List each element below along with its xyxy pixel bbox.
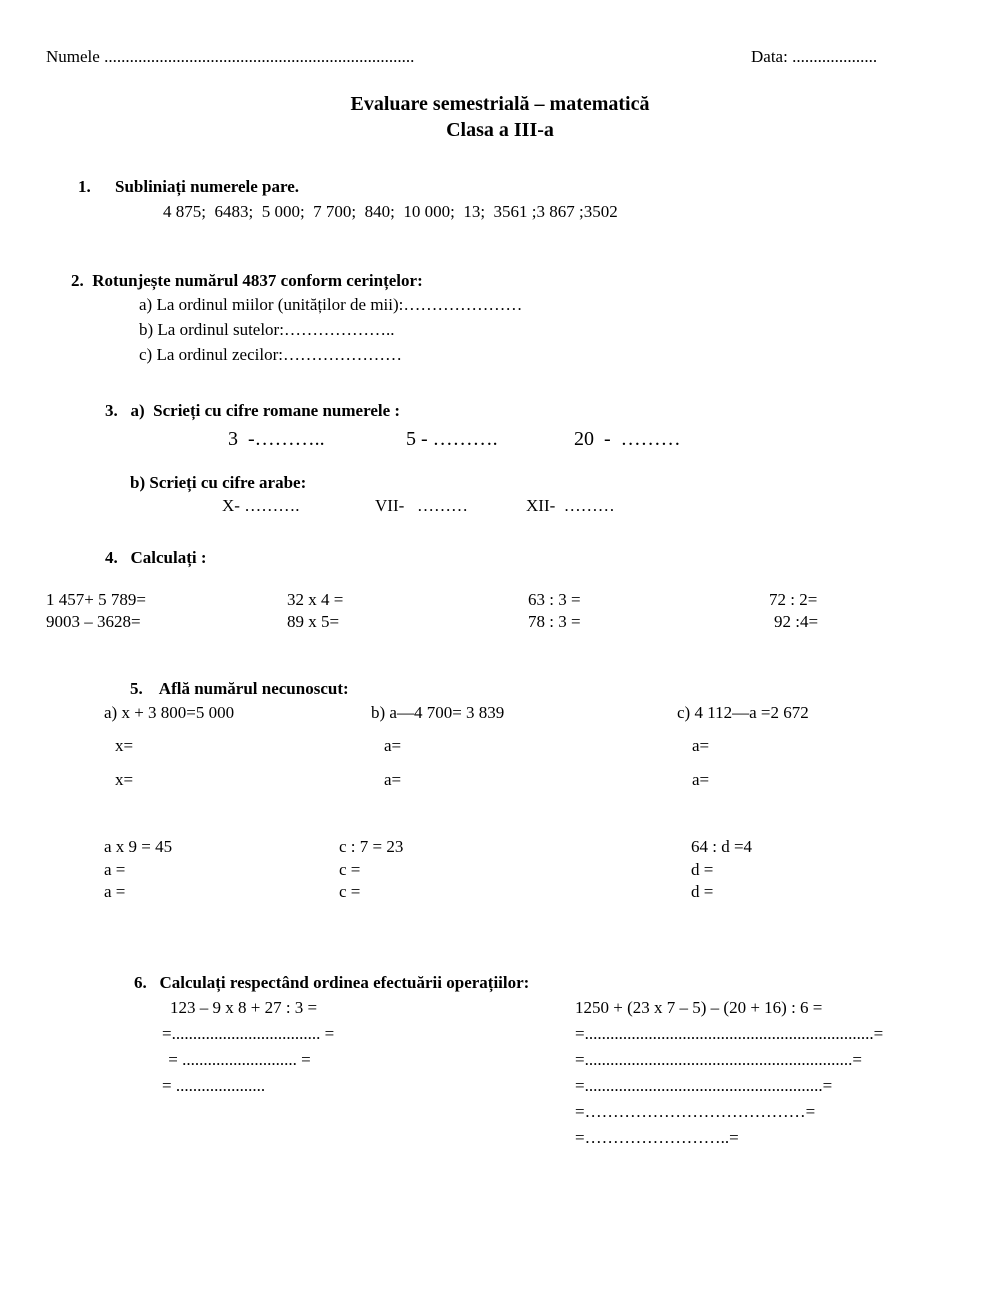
ex3-arab-2: VII- ……… [375,496,469,515]
ex6-right-line-3: =...............................................................= [575,1050,862,1069]
ex6-prompt: 6. Calculați respectând ordinea efectuării operațiilor: [134,973,530,992]
page-title: Evaluare semestrială – matematică [350,93,650,115]
ex4-r2-c1: 9003 – 3628= [46,612,141,631]
ex3-roman-2: 5 - ………. [406,428,498,450]
ex3-roman-1: 3 -……….. [228,428,325,450]
ex5-d-answer-1: a = [104,860,126,879]
ex5-f-answer-2: d = [691,882,714,901]
ex5-d-answer-2: a = [104,882,126,901]
ex2-item-b: b) La ordinul sutelor:……………….. [139,320,395,339]
ex6-right-line-5: =…………………………………= [575,1102,816,1121]
name-field-label: Numele ......................................................................... [46,47,415,66]
ex5-eq-b: b) a—4 700= 3 839 [371,703,505,722]
ex2-prompt: 2. Rotunjește numărul 4837 conform cerințelor: [71,271,423,290]
ex5-prompt: 5. Află numărul necunoscut: [130,679,349,698]
ex4-r1-c3: 63 : 3 = [528,590,581,609]
ex5-f-answer-1: d = [691,860,714,879]
ex1-prompt: Subliniați numerele pare. [115,177,300,196]
ex6-right-line-6: =……………………..= [575,1128,739,1147]
ex5-eq-c: c) 4 112—a =2 672 [677,703,809,722]
ex5-eq-a: a) x + 3 800=5 000 [104,703,235,722]
page-subtitle: Clasa a III-a [446,119,554,141]
ex6-right-line-2: =....................................................................= [575,1024,884,1043]
ex2-item-c: c) La ordinul zecilor:………………… [139,345,402,364]
ex4-r2-c4: 92 :4= [774,612,819,631]
ex6-left-line-2: =................................... = [162,1024,335,1043]
ex6-right-line-4: =........................................................= [575,1076,833,1095]
ex4-prompt: 4. Calculați : [105,548,207,567]
ex5-eq-e: c : 7 = 23 [339,837,404,856]
ex5-eq-d: a x 9 = 45 [104,837,173,856]
ex3-arab-1: X- ………. [222,496,300,515]
ex4-r1-c2: 32 x 4 = [287,590,344,609]
ex5-eq-f: 64 : d =4 [691,837,753,856]
ex5-a-answer-2: x= [115,770,134,789]
ex4-r2-c3: 78 : 3 = [528,612,581,631]
ex5-c-answer-1: a= [692,736,710,755]
ex5-e-answer-2: c = [339,882,361,901]
ex6-right-line-1: 1250 + (23 x 7 – 5) – (20 + 16) : 6 = [575,998,823,1017]
date-field-label: Data: .................... [751,47,878,66]
ex4-r2-c2: 89 x 5= [287,612,340,631]
ex3-prompt-b: b) Scrieți cu cifre arabe: [130,473,307,492]
ex2-item-a: a) La ordinul miilor (unităților de mii):………………… [139,295,523,314]
ex3-prompt-a: 3. a) Scrieți cu cifre romane numerele : [105,401,401,420]
ex5-a-answer-1: x= [115,736,134,755]
ex5-e-answer-1: c = [339,860,361,879]
ex1-numbers: 4 875; 6483; 5 000; 7 700; 840; 10 000; 13; 3561 ;3 867 ;3502 [163,202,618,221]
ex3-roman-3: 20 - ……… [574,428,681,450]
ex6-left-line-3: = ........................... = [164,1050,311,1069]
ex5-b-answer-2: a= [384,770,402,789]
ex1-number: 1. [78,177,91,196]
ex3-arab-3: XII- ……… [526,496,615,515]
ex6-left-line-1: 123 – 9 x 8 + 27 : 3 = [170,998,318,1017]
ex6-left-line-4: = ..................... [162,1076,266,1095]
ex5-b-answer-1: a= [384,736,402,755]
ex5-c-answer-2: a= [692,770,710,789]
ex4-r1-c4: 72 : 2= [769,590,818,609]
ex4-r1-c1: 1 457+ 5 789= [46,590,146,609]
